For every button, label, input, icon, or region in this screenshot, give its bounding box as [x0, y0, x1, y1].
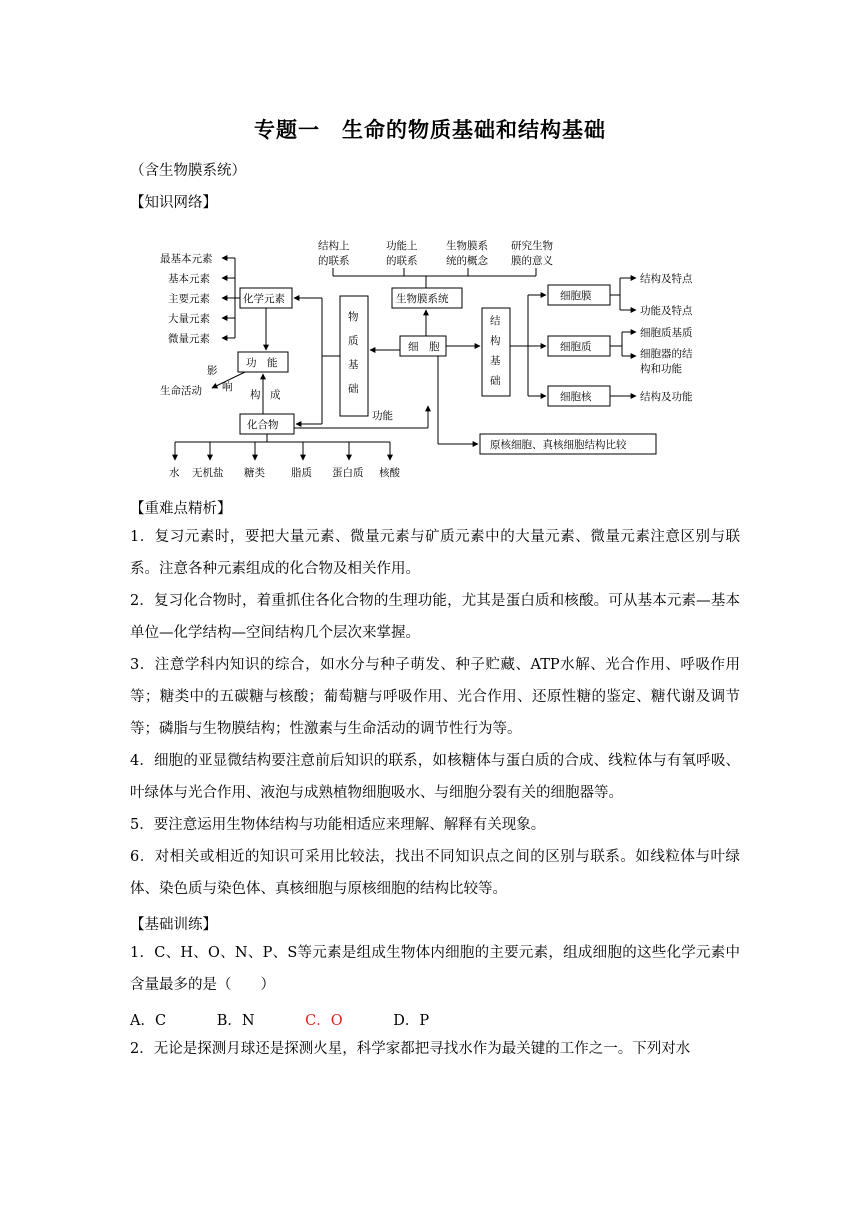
- compound-item: 核酸: [379, 467, 400, 479]
- material-basis-char: 质: [348, 335, 359, 347]
- section-key-points-heading: 【重难点精析】: [130, 501, 232, 517]
- influence-label: 响: [222, 381, 233, 393]
- membrane-system-label: 生物膜系统: [396, 293, 449, 305]
- element-label: 最基本元素: [160, 253, 213, 265]
- compound-label: 化合物: [247, 419, 279, 431]
- element-label: 大量元素: [168, 313, 210, 325]
- cytoplasm-item: 细胞质基质: [640, 327, 693, 339]
- page-subtitle: （含生物膜系统）: [130, 163, 246, 179]
- structure-basis-char: 构: [490, 335, 501, 347]
- compose-label: 成: [270, 389, 281, 401]
- option-a: A．C: [130, 1013, 167, 1029]
- life-activity-label: 生命活动: [160, 385, 202, 397]
- top-label: 生物膜系: [446, 240, 488, 252]
- membrane-item: 结构及特点: [640, 273, 693, 285]
- top-label: 功能上: [386, 240, 418, 252]
- structure-basis-char: 基: [490, 355, 501, 367]
- key-point-paragraph: 5．要注意运用生物体结构与功能相适应来理解、解释有关现象。: [130, 817, 546, 833]
- compound-item: 蛋白质: [332, 467, 364, 479]
- option-d: D．P: [393, 1013, 430, 1029]
- membrane-item: 功能及特点: [640, 305, 693, 317]
- compound-item: 无机盐: [192, 467, 224, 479]
- key-point-paragraph: 6．对相关或相近的知识可采用比较法，找出不同知识点之间的区别与联系。如线粒体与叶绿体、染色质与染色体、真核细胞与原核细胞的结构比较等。: [130, 849, 740, 897]
- nucleus-label: 细胞核: [560, 391, 592, 403]
- compound-item: 糖类: [244, 467, 265, 479]
- comparison-label: 原核细胞、真核细胞结构比较: [490, 439, 627, 451]
- section-training-heading: 【基础训练】: [130, 917, 217, 933]
- structure-basis-char: 础: [490, 375, 501, 387]
- material-basis-char: 基: [348, 359, 359, 371]
- option-c-answer: C．O: [305, 1013, 343, 1029]
- func-label: 功能: [372, 410, 393, 422]
- option-b: B．N: [216, 1013, 255, 1029]
- question-stem: 1．C、H、O、N、P、S等元素是组成生物体内细胞的主要元素，组成细胞的这些化学元素中含量最多的是（ ）: [130, 945, 740, 993]
- structure-basis-char: 结: [490, 315, 501, 327]
- material-basis-char: 础: [348, 383, 359, 395]
- top-label: 结构上: [318, 240, 350, 252]
- key-point-paragraph: 3．注意学科内知识的综合，如水分与种子萌发、种子贮藏、ATP水解、光合作用、呼吸作用等；糖类中的五碳糖与核酸；葡萄糖与呼吸作用、光合作用、还原性糖的鉴定、糖代谢及调节等；磷脂与生物膜结构；性激素与生命活动的调节性行为等。: [130, 657, 740, 737]
- element-label: 基本元素: [168, 273, 210, 285]
- key-point-paragraph: 2．复习化合物时，着重抓住各化合物的生理功能，尤其是蛋白质和核酸。可从基本元素—基本单位—化学结构—空间结构几个层次来掌握。: [130, 593, 740, 641]
- cytoplasm-item: 细胞器的结: [640, 348, 693, 360]
- question-stem: 2．无论是探测月球还是探测火星，科学家都把寻找水作为最关键的工作之一。下列对水: [130, 1041, 691, 1057]
- key-point-paragraph: 4．细胞的亚显微结构要注意前后知识的联系，如核糖体与蛋白质的合成、线粒体与有氧呼吸、叶绿体与光合作用、液泡与成熟植物细胞吸水、与细胞分裂有关的细胞器等。: [130, 753, 740, 801]
- cytoplasm-item: 构和功能: [640, 363, 682, 375]
- top-label: 的联系: [318, 255, 350, 267]
- material-basis-char: 物: [348, 311, 359, 323]
- function-label: 功 能: [246, 357, 278, 369]
- chem-elements-label: 化学元素: [243, 293, 285, 305]
- key-point-paragraph: 1．复习元素时，要把大量元素、微量元素与矿质元素中的大量元素、微量元素注意区别与联系。注意各种元素组成的化合物及相关作用。: [130, 529, 740, 577]
- membrane-label: 细胞膜: [560, 290, 592, 302]
- top-label: 统的概念: [446, 255, 488, 267]
- top-label: 研究生物: [511, 240, 553, 252]
- compound-item: 水: [169, 467, 180, 479]
- compose-label: 构: [250, 389, 261, 401]
- page-title: 专题一 生命的物质基础和结构基础: [254, 118, 606, 142]
- element-label: 微量元素: [168, 333, 210, 345]
- top-label: 的联系: [386, 255, 418, 267]
- question-options: [130, 1009, 475, 1030]
- knowledge-network-diagram: [150, 228, 710, 484]
- nucleus-item: 结构及功能: [640, 391, 693, 403]
- cytoplasm-label: 细胞质: [560, 341, 592, 353]
- compound-item: 脂质: [291, 467, 312, 479]
- element-label: 主要元素: [168, 293, 210, 305]
- top-label: 膜的意义: [511, 255, 553, 267]
- section-network-heading: 【知识网络】: [130, 195, 217, 211]
- influence-label: 影: [207, 365, 218, 377]
- cell-label: 细 胞: [408, 341, 440, 353]
